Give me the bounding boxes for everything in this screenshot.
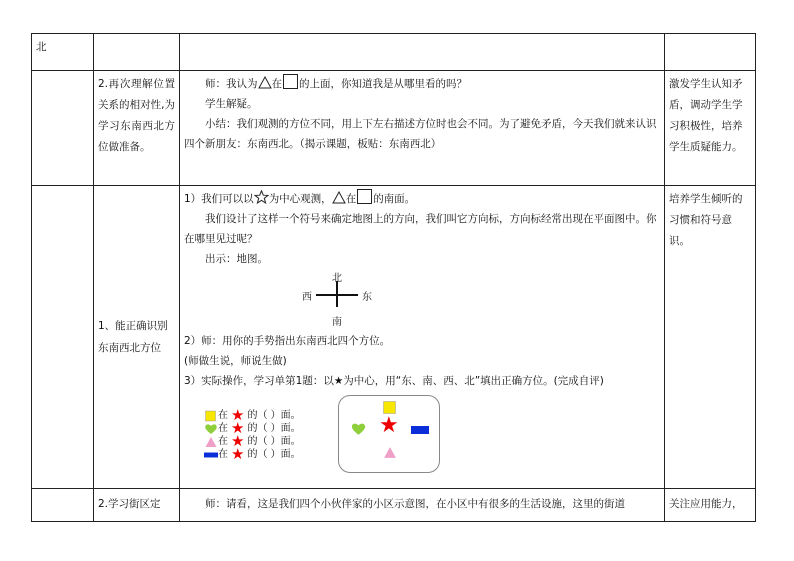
gesture-instruction: 2）师：用你的手势指出东南西北四个方位。 bbox=[184, 335, 391, 347]
compass-south-label: 南 bbox=[332, 317, 342, 328]
lesson-table bbox=[31, 33, 756, 522]
goal-text: 2.再次理解位置关系的相对性,为学习东南西北方位做准备。 bbox=[94, 71, 180, 186]
square-icon bbox=[283, 74, 298, 89]
list-item: 在 ★ 的（ ）面。 bbox=[204, 422, 301, 435]
activity-cell bbox=[180, 71, 665, 186]
table-row bbox=[32, 34, 756, 71]
activity-cell bbox=[180, 186, 665, 489]
compass-north-label: 北 bbox=[332, 273, 342, 284]
teacher-student-note: (师做生说，师说生做) bbox=[184, 355, 287, 367]
red-star-icon: ★ bbox=[231, 445, 245, 463]
position-diagram-box bbox=[338, 395, 440, 473]
table-row bbox=[32, 71, 756, 186]
worksheet-exercise bbox=[184, 391, 660, 471]
student-response: 学生解疑。 bbox=[205, 98, 258, 110]
direction-sign-text: 我们设计了这样一个符号来确定地图上的方向，我们叫它方向标，方向标经常出现在平面图中。你在哪里见过呢？ bbox=[184, 213, 657, 245]
red-star-icon: ★ bbox=[231, 432, 245, 450]
goal-text: 1、能正确识别东南西北方位 bbox=[94, 186, 180, 489]
cell-empty bbox=[32, 489, 94, 522]
cell-empty bbox=[665, 34, 756, 71]
cell-empty bbox=[180, 34, 665, 71]
community-map-text: 师：请看，这是我们四个小伙伴家的小区示意图，在小区中有很多的生活设施，这里的街道 bbox=[205, 498, 625, 510]
list-item: 在 ★ 的（ ）面。 bbox=[204, 409, 301, 422]
triangle-icon bbox=[332, 191, 346, 204]
worksheet-instruction: 3）实际操作，学习单第1题：以★为中心，用“东、南、西、北”填出正确方位。(完成自评) bbox=[184, 375, 604, 387]
observe-instruction: 1）我们可以以 为中心观测， 在 的南面。 bbox=[184, 189, 660, 209]
goal-text: 2.学习街区定 bbox=[94, 489, 180, 522]
red-star-icon: ★ bbox=[231, 406, 245, 424]
intent-text: 激发学生认知矛盾，调动学生学习积极性，培养学生质疑能力。 bbox=[665, 71, 756, 186]
green-heart-icon bbox=[204, 423, 218, 435]
summary-text: 小结：我们观测的方位不同，用上下左右描述方位时也会不同。为了避免矛盾，今天我们就来认识四个新朋友：东南西北。（揭示课题，板贴：东南西北） bbox=[184, 118, 657, 150]
pink-triangle-icon bbox=[204, 436, 218, 448]
exercise-list bbox=[204, 406, 301, 463]
intent-text: 关注应用能力， bbox=[665, 489, 756, 522]
square-icon bbox=[357, 189, 372, 204]
table-row bbox=[32, 186, 756, 489]
yellow-square-icon bbox=[204, 410, 218, 422]
cell-empty bbox=[32, 186, 94, 489]
list-item: 在 ★ 的（ ）面。 bbox=[204, 448, 301, 461]
intent-text: 培养学生倾听的习惯和符号意识。 bbox=[665, 186, 756, 489]
show-map-text: 出示：地图。 bbox=[205, 253, 268, 265]
red-star-icon: ★ bbox=[379, 413, 399, 438]
red-star-icon: ★ bbox=[231, 419, 245, 437]
cell-empty bbox=[32, 71, 94, 186]
compass-horizontal-line bbox=[316, 294, 358, 296]
list-item: 在 ★ 的（ ）面。 bbox=[204, 435, 301, 448]
cell-direction-north: 北 bbox=[32, 34, 94, 71]
cell-empty bbox=[94, 34, 180, 71]
star-outline-icon bbox=[254, 190, 269, 204]
blue-rectangle-icon bbox=[411, 426, 429, 434]
blue-rectangle-icon bbox=[204, 449, 218, 461]
table-row bbox=[32, 489, 756, 522]
activity-cell bbox=[180, 489, 665, 522]
pink-triangle-icon bbox=[383, 446, 397, 459]
green-heart-icon bbox=[351, 422, 366, 436]
teacher-question: 师：我认为 在 的上面，你知道我是从哪里看的吗？ bbox=[184, 74, 660, 94]
triangle-icon bbox=[258, 76, 272, 89]
compass-rose bbox=[304, 269, 374, 331]
compass-west-label: 西 bbox=[302, 292, 312, 303]
compass-east-label: 东 bbox=[362, 292, 372, 303]
